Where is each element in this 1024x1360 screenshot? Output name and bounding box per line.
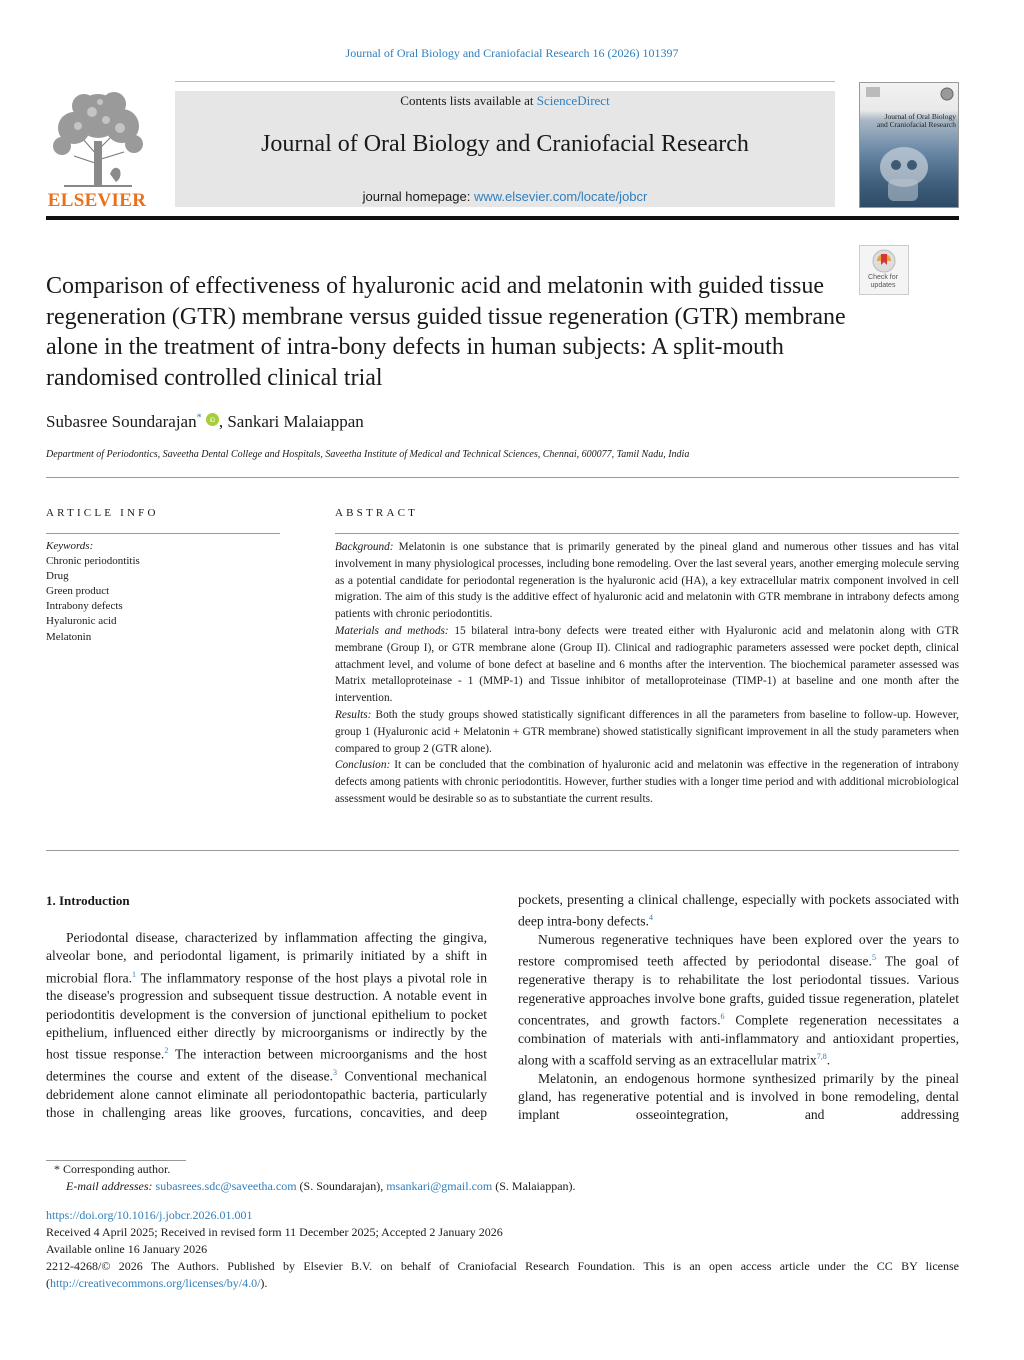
journal-cover-image[interactable] [859, 82, 959, 208]
email-addresses: E-mail addresses: subasrees.sdc@saveetha.com (S. Soundarajan), msankari@gmail.com (S. Malaiappan). [66, 1179, 576, 1193]
cover-seal-icon [940, 87, 954, 101]
citation-link[interactable]: 3 [333, 1068, 338, 1078]
article-info-heading: ARTICLE INFO [46, 507, 159, 519]
citation-link[interactable]: 4 [648, 913, 653, 923]
online-date: Available online 16 January 2026 [46, 1242, 208, 1256]
corresponding-author-note: * Corresponding author. [54, 1162, 171, 1176]
author-list: Subasree Soundarajan* iD , Sankari Malaiappan [46, 412, 364, 431]
paragraph: Periodontal disease, characterized by inflammation affecting the gingiva, alveolar bone, and periodontal ligament, is primarily initiated by a shift in microbial flora.$^1$ The inflammatory response of the host plays a pivotal role in the disease's progression and subsequent tissue destruction. A notable event in periodontitis development is the conversion of junctional epithelium to pocket epithelium, influenced either directly by microorganisms or indirectly by the host tissue response.$^2$ The interaction between microorganisms and the host determines the course and extent of the disease.$^3$ Conventional mechanical debridement alone cannot eliminate all periodontopathic bacteria, particularly those in challenging areas like grooves, furcations, concavities, and deep [46, 930, 487, 1121]
abstract-background: Background: Melatonin is one substance that is primarily generated by the pineal gland and numerous other tissues and has vital involvement in many physiological processes, including bone remodeling. Over the last several years, another emerging molecule serving as a potential candidate for periodontal regeneration is the hyaluronic acid (HA), a key extracellular matrix component involved in cell migration. The aim of this study is the additive effect of hyaluronic acid and melatonin with GTR membrane in intrabony defects among patients with chronic periodontitis. [335, 541, 959, 621]
divider [335, 533, 959, 534]
abstract-methods: Materials and methods: 15 bilateral intra-bony defects were treated either with Hyaluronic acid and melatonin along with GTR membrane (Group I), or GTR membrane alone (Group II). Clinical and radiographic parameters assessed were pocket depth, clinical attachment level, and volume of bone defect at baseline and 6 months after the intervention. The biochemical parameter assessed was Matrix metalloproteinase - 1 (MMP-1) and Tissue inhibitor of metalloproteinase (TIMP-1) at baseline and one month after the intervention. [335, 624, 959, 705]
body-column-left [46, 929, 487, 1123]
check-for-updates-label: Check for updates [868, 274, 898, 289]
svg-text:iD: iD [209, 418, 216, 424]
keyword: Chronic periodontitis [46, 555, 140, 568]
history-dates: Received 4 April 2025; Received in revised form 11 December 2025; Accepted 2 January 2026 [46, 1225, 503, 1239]
paragraph: Numerous regenerative techniques have been explored over the years to restore compromised teeth affected by periodontal disease.$^5$ The goal of regenerative therapy is to rehabilitate the lost periodontal tissues. Various regenerative approaches involve bone grafts, guided tissue regeneration, platelet concentrates, and growth factors.$^6$ Complete regeneration necessitates a combination of materials with anti-inflammatory and antioxidant properties, along with a scaffold serving as an extracellular matrix$^{7,8}$. [518, 932, 960, 1068]
corresponding-author-mark[interactable]: * [196, 412, 202, 424]
paragraph: pockets, presenting a clinical challenge, especially with pockets associated with deep intra-bony defects.$^4$ [518, 892, 959, 929]
journal-title: Journal of Oral Biology and Craniofacial Research [261, 131, 749, 157]
abstract-heading: ABSTRACT [335, 507, 419, 519]
journal-reference[interactable]: Journal of Oral Biology and Craniofacial Research 16 (2026) 101397 [345, 46, 679, 60]
check-for-updates-icon [860, 246, 908, 276]
article-title: Comparison of effectiveness of hyaluronic acid and melatonin with guided tissue regeneration (GTR) membrane versus guided tissue regeneration (GTR) membrane alone in the treatment of intra-bony defects in human subjects: A split-mouth randomised controlled clinical trial [46, 273, 846, 391]
citation-link[interactable]: 7,8 [816, 1051, 827, 1061]
homepage-link[interactable]: www.elsevier.com/locate/jobcr [473, 189, 648, 204]
journal-homepage: journal homepage: www.elsevier.com/locate/jobcr [362, 189, 648, 204]
divider [46, 850, 959, 851]
sciencedirect-link[interactable]: ScienceDirect [536, 93, 610, 108]
keyword: Drug [46, 570, 69, 583]
affiliation: Department of Periodontics, Saveetha Dental College and Hospitals, Saveetha Institute of Medical and Technical Sciences, Chennai, 600077, Tamil Nadu, India [46, 449, 690, 460]
license-statement: 2212-4268/© 2026 The Authors. Published by Elsevier B.V. on behalf of Craniofacial Research Foundation. This is an open access article under the CC BY license (http://creativecommons.org/licenses/by/4.0/). [46, 1259, 959, 1290]
doi-link[interactable]: https://doi.org/10.1016/j.jobcr.2026.01.001 [46, 1208, 253, 1222]
author-name[interactable]: Sankari Malaiappan [227, 412, 364, 431]
abstract-results: Results: Both the study groups showed statistically significant differences in all the parameters from baseline to follow-up. However, group 1 (Hyaluronic acid + Melatonin + GTR membrane) showed statistically significant improvement in all the study parameters when compared to group 2 (GTR alone). [335, 708, 959, 755]
license-link[interactable]: http://creativecommons.org/licenses/by/4.0/ [50, 1276, 261, 1290]
elsevier-wordmark: ELSEVIER [47, 190, 147, 211]
divider [46, 533, 280, 534]
keywords-list [46, 539, 140, 645]
article-metadata [46, 1207, 959, 1292]
keyword: Melatonin [46, 630, 92, 643]
footnotes [46, 1161, 576, 1195]
abstract-conclusion: Conclusion: It can be concluded that the combination of hyaluronic acid and melatonin was effective in the regeneration of intrabony defects among patients with chronic periodontitis. However, further studies with a longer time period and with additional microbiological assessment would be desirable so as to substantiate the current results. [335, 759, 959, 805]
cover-publisher-icon [866, 87, 880, 97]
keywords-label: Keywords: [46, 540, 94, 552]
keyword: Green product [46, 585, 110, 598]
body-column-right [518, 891, 959, 1125]
cover-skull-image [870, 141, 940, 205]
orcid-icon[interactable] [206, 413, 219, 426]
cover-title: Journal of Oral Biology and Craniofacial Research [876, 112, 956, 129]
email-link[interactable]: msankari@gmail.com [386, 1179, 493, 1193]
email-link[interactable]: subasrees.sdc@saveetha.com [155, 1179, 297, 1193]
header-thick-rule [46, 216, 959, 220]
contents-line: Contents lists available at ScienceDirect [400, 93, 610, 108]
keyword: Intrabony defects [46, 600, 123, 613]
divider [46, 477, 959, 478]
citation-link[interactable]: 2 [164, 1046, 169, 1056]
author-name[interactable]: Subasree Soundarajan [46, 412, 197, 431]
citation-link[interactable]: 1 [132, 969, 137, 979]
citation-link[interactable]: 6 [720, 1011, 725, 1021]
abstract-body [335, 539, 959, 808]
paragraph: Melatonin, an endogenous hormone synthesized primarily by the pineal gland, has regenerative potential and is involved in bone remodeling, dental implant osseointegration, and addressing [518, 1070, 959, 1123]
citation-link[interactable]: 5 [871, 953, 876, 963]
header-top-rule [175, 81, 835, 82]
section-heading-introduction: 1. Introduction [46, 893, 130, 908]
keyword: Hyaluronic acid [46, 615, 117, 628]
